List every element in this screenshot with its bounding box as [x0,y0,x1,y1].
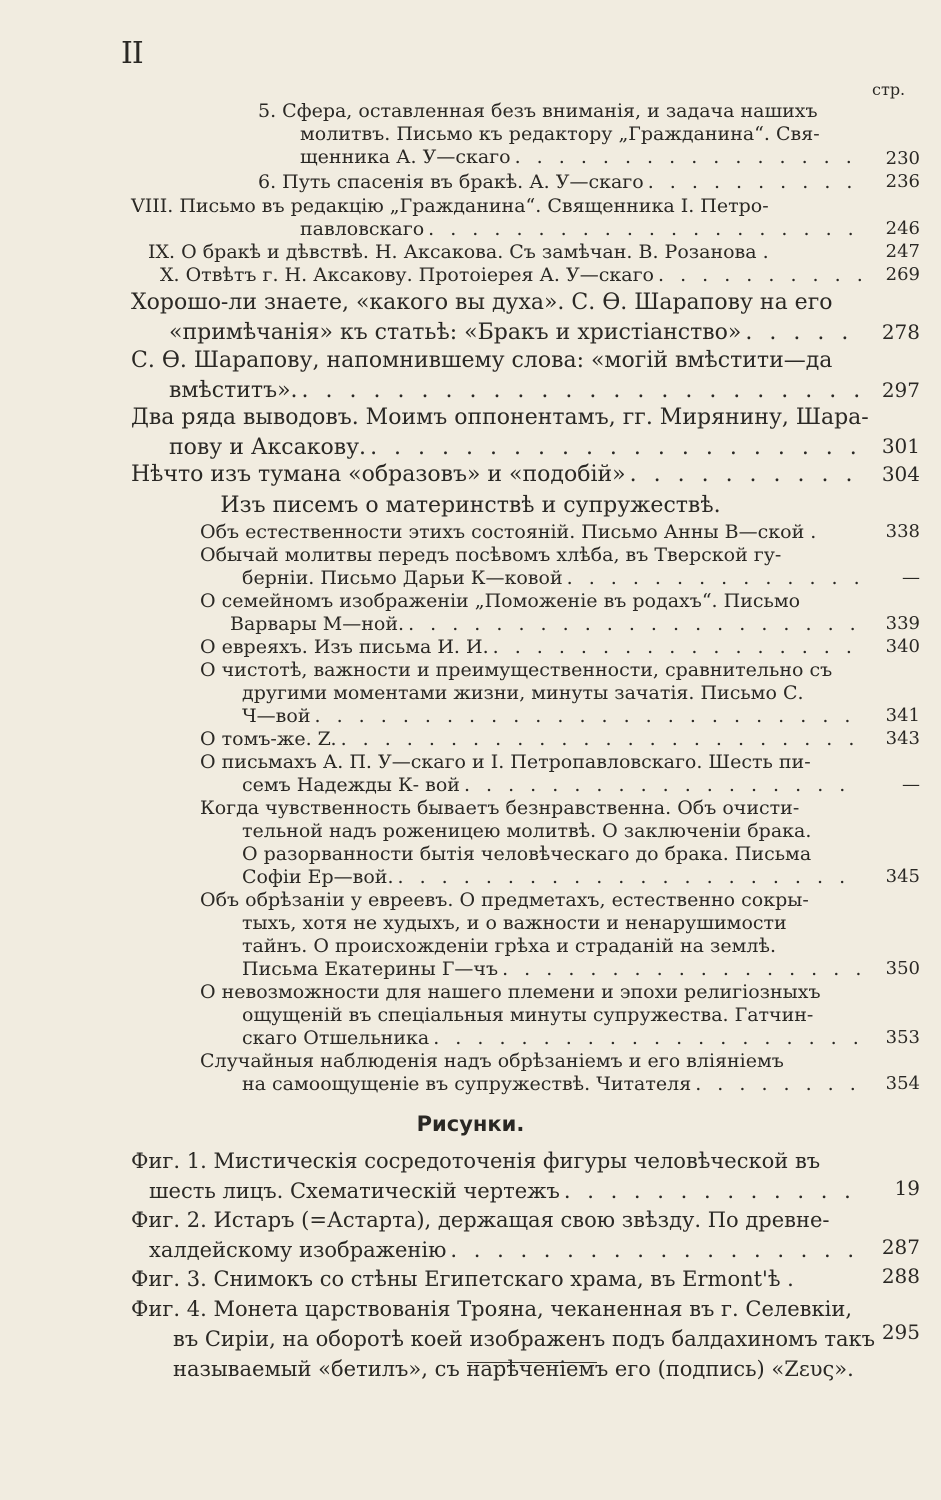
toc-entry [200,751,862,797]
toc-entry [200,636,862,659]
toc-line: Фиг. 2. Истаръ (=Астарта), держащая свою звѣзду. По древне- [131,1208,830,1232]
page-ref: 295 [881,1320,920,1344]
toc-line: другими моментами жизни, минуты зачатія. Письмо С. [242,682,804,704]
page-ref: 19 [894,1176,920,1200]
toc-line: О евреяхъ. Изъ письма И. И. [200,636,489,658]
toc-line: Обычай молитвы передъ посѣвомъ хлѣба, въ Тверской гу- [200,544,782,566]
toc-line: халдейскому изображенію [149,1238,447,1262]
toc-line: Фиг. 1. Мистическія сосредоточенія фигуры человѣческой въ [131,1149,821,1173]
toc-line: скаго Отшельника [242,1027,430,1049]
toc-line: пову и Аксакову. [169,435,367,460]
toc-line: Два ряда выводовъ. Моимъ оппонентамъ, гг. Мирянину, Шара- [131,405,869,430]
toc-line: тельной надъ роженицею молитвѣ. О заключеніи брака. [242,820,812,842]
toc-line: Нѣчто изъ тумана «образовъ» и «подобій» [131,462,626,487]
page-ref: — [902,774,920,795]
toc-line: берніи. Письмо Дарьи К—ковой [242,567,563,589]
toc-line: Случайныя наблюденія надъ обрѣзаніемъ и его вліяніемъ [200,1050,784,1072]
toc-line: VIII. Письмо въ редакцію „Гражданина“. Священника І. Петро- [131,195,769,217]
page-ref: 341 [885,705,920,726]
page-ref: 304 [881,462,920,486]
toc-line: Хорошо-ли знаете, «какого вы духа». С. Ѳ. Шарапову на его [131,290,833,315]
toc-entry [200,889,862,981]
toc-line: IX. О бракѣ и дѣвствѣ. Н. Аксакова. Съ замѣчан. В. Розанова . [148,241,769,263]
toc-line: на самоощущеніе въ супружествѣ. Читателя [242,1073,692,1095]
page-ref: 288 [881,1264,920,1288]
section-heading: Изъ писемъ о материнствѣ и супружествѣ. [220,493,721,518]
toc-line: Варвары М—ной. [230,613,405,635]
toc-line: тыхъ, хотя не худыхъ, и о важности и ненарушимости [242,912,787,934]
toc-line: О чистотѣ, важности и преимущественности, сравнительно съ [200,659,833,681]
page-ref: 230 [885,148,920,169]
page-ref: 287 [881,1235,920,1259]
toc-line: вмѣститъ». [169,378,298,403]
toc-line: павловскаго [300,218,425,240]
toc-line: шесть лицъ. Схематическій чертежъ [149,1179,560,1203]
toc-line: Фиг. 3. Снимокъ со стѣны Египетскаго храма, въ Ermont'ѣ . [131,1267,794,1291]
toc-line: Когда чувственность бываетъ безнравственна. Объ очисти- [200,797,800,819]
page-ref: 354 [885,1073,920,1094]
toc-line: «примѣчанія» къ статьѣ: «Бракъ и христіанство» [169,320,742,345]
page-ref: 269 [885,264,920,285]
toc-line: 6. Путь спасенія въ бракѣ. А. У—скаго [258,171,644,193]
toc-line: тайнъ. О происхожденіи грѣха и страданій на землѣ. [242,935,776,957]
page-ref: 339 [885,613,920,634]
toc-line: О семейномъ изображеніи „Поможеніе въ родахъ“. Письмо [200,590,801,612]
toc-line: называемый «бетилъ», съ нарѣченіемъ его (подпись) «Ζευς». [173,1357,854,1381]
toc-entry [131,288,862,348]
toc-entry [200,544,862,590]
page-number: II [121,36,143,71]
toc-entry [258,100,862,169]
toc-entry [131,403,869,463]
page-ref: 345 [885,866,920,887]
toc-line: Письма Екатерины Г—чъ [242,958,499,980]
toc-entry [160,264,862,287]
page-ref: 340 [885,636,920,657]
toc-line: Объ обрѣзаніи у евреевъ. О предметахъ, естественно сокры- [200,889,809,911]
toc-line: 5. Сфера, оставленная безъ вниманія, и задача нашихъ [258,100,818,122]
toc-line: О невозможности для нашего племени и эпохи религіозныхъ [200,981,821,1003]
toc-line: семъ Надежды К- вой [242,774,460,796]
page-ref: 338 [885,521,920,542]
toc-line: Объ естественности этихъ состояній. Письмо Анны В—ской . [200,521,817,543]
toc-entry [200,728,862,751]
toc-line: О разорванности бытія человѣческаго до брака. Письма [242,843,812,865]
toc-line: О томъ-же. Z. [200,728,337,750]
toc-line: Ч—вой [242,705,311,727]
toc-entry [200,981,862,1050]
page-ref: 353 [885,1027,920,1048]
page-ref: 246 [885,218,920,239]
figures-heading: Рисунки. [416,1112,525,1136]
page-ref: 247 [885,241,920,262]
toc-entry [131,1146,862,1206]
toc-entry [148,241,862,264]
toc-entry [200,521,862,544]
page-ref: 236 [885,171,920,192]
toc-entry [131,460,862,490]
page-ref: 278 [881,320,920,344]
toc-line: въ Сиріи, на оборотѣ коей изображенъ подъ балдахиномъ такъ [173,1327,875,1351]
page-ref: — [902,567,920,588]
toc-entry [131,1205,862,1265]
page-ref: 301 [881,434,920,458]
page-ref: 350 [885,958,920,979]
toc-entry [131,1264,862,1294]
toc-line: Фиг. 4. Монета царствованія Трояна, чеканенная въ г. Селевкіи, [131,1297,853,1321]
toc-line: X. Отвѣтъ г. Н. Аксакову. Протоіерея А. У—скаго [160,264,654,286]
page-ref: 343 [885,728,920,749]
toc-line: молитвъ. Письмо къ редактору „Гражданина“. Свя- [300,123,820,145]
toc-entry [200,1050,862,1096]
toc-line: щенника А. У—скаго [300,146,511,168]
toc-line: Софіи Ер—вой. [242,866,394,888]
toc-entry [200,659,862,728]
toc-entry [200,797,862,889]
toc-entry [131,195,862,241]
toc-entry [131,346,862,406]
toc-line: ощущеній въ спеціальныя минуты супружества. Гатчин- [242,1004,814,1026]
closing-rule [467,1362,597,1363]
toc-line: О письмахъ А. П. У—скаго и І. Петропавловскаго. Шесть пи- [200,751,811,773]
page-ref: 297 [881,378,920,402]
toc-entry [258,171,862,194]
toc-entry [200,590,862,636]
toc-entry [131,1294,875,1384]
page-column-header: стр. [872,80,906,99]
toc-line: С. Ѳ. Шарапову, напомнившему слова: «могій вмѣстити—да [131,348,833,373]
